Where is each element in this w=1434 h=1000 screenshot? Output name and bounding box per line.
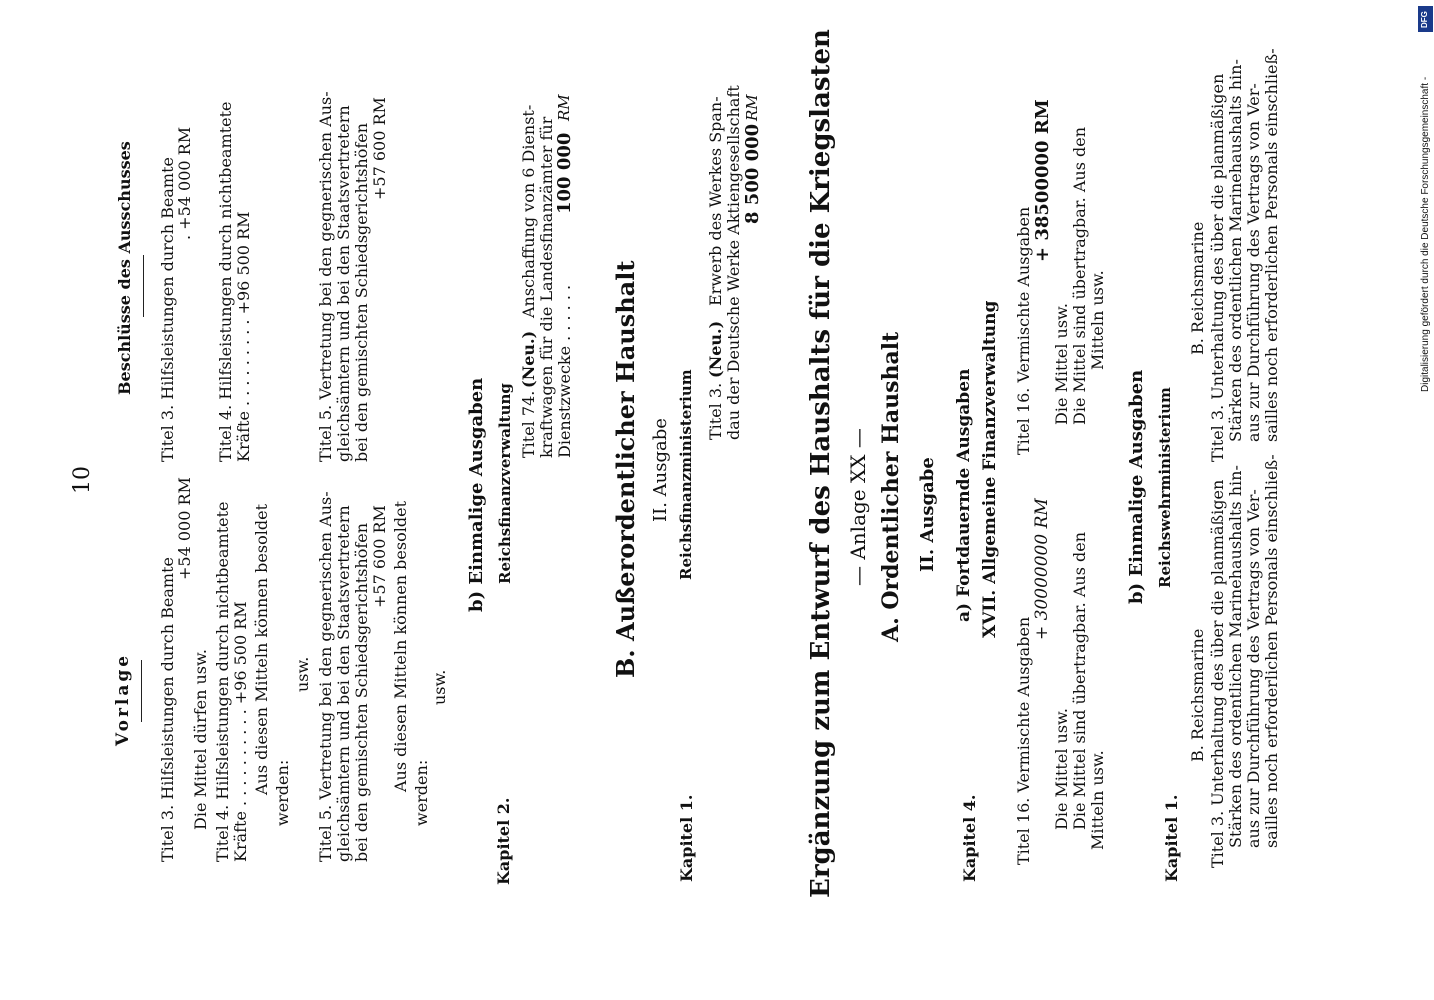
ministry-label: Reichsfinanzministerium	[677, 369, 695, 580]
left-line: Titel 5. Vertretung bei den gegnerischen Aus-	[316, 491, 335, 862]
amount: 8 500 000	[742, 123, 763, 224]
unit: RM	[743, 94, 761, 121]
left-line: Aus diesen Mitteln können besoldet	[391, 501, 410, 792]
left-line: usw.	[430, 669, 449, 705]
right-line: Kräfte . . . . . . . . . +96 500 RM	[234, 211, 253, 462]
dfg-logo	[1418, 6, 1433, 32]
amount: 100 000	[554, 132, 575, 214]
right-amount: . +54 000 RM	[175, 126, 194, 240]
right-line: gleichsämtern und bei den Staatsvertretern	[334, 105, 353, 462]
dfg-credit: Digitalisierung gefördert durch die Deutsche Forschungsgemeinschaft -	[1420, 76, 1431, 392]
ordentlicher-heading: A. Ordentlicher Haushalt	[878, 331, 904, 642]
ausgabe-sub: II. Ausgabe	[917, 457, 938, 572]
left-line: werden:	[273, 759, 292, 826]
left-line: werden:	[412, 759, 431, 826]
body-line: Titel 3. Unterhaltung des über die planmäßigen	[1208, 73, 1227, 462]
left-line: Titel 4. Hilfsleistungen durch nichtbeamtete	[213, 501, 232, 862]
marine-label: B. Reichsmarine	[1188, 221, 1207, 355]
left-amount: +57 600 RM	[370, 505, 389, 608]
body-line: Erwerb des Werkes Span-	[706, 96, 725, 306]
right-line: Titel 5. Vertretung bei den gegnerischen Aus-	[316, 91, 335, 462]
titel-3: Titel 3.	[706, 382, 725, 440]
body-line: Stärken des ordentlichen Marinehaushalts hin-	[1226, 465, 1245, 848]
right-amount: +57 600 RM	[370, 97, 389, 200]
vorlage-heading: Vorlage	[113, 652, 133, 746]
kapitel-4: Kapitel 4.	[960, 794, 979, 882]
ausgabe-sub: II. Ausgabe	[650, 418, 671, 522]
ausserordentlicher-heading: B. Außerordentlicher Haushalt	[611, 260, 640, 678]
einmalige-heading: b) Einmalige Ausgaben	[1126, 369, 1147, 604]
right-line: Die Mittel sind übertragbar. Aus den	[1070, 126, 1089, 425]
left-line: usw.	[293, 656, 312, 692]
xvii-heading: XVII. Allgemeine Finanzverwaltung	[980, 300, 1000, 638]
marine-label: B. Reichsmarine	[1188, 628, 1207, 762]
right-line: Titel 4. Hilfsleistungen durch nichtbeamtete	[216, 101, 235, 462]
vorlage-rule	[141, 660, 142, 722]
beschluesse-rule	[143, 255, 144, 317]
titel-74: Titel 74.	[519, 390, 538, 458]
right-line: Mitteln usw.	[1088, 270, 1107, 370]
left-line: bei den gemischten Schiedsgerichtshöfen	[352, 522, 371, 862]
left-line: Mitteln usw.	[1088, 750, 1107, 850]
anlage-label: — Anlage XX —	[846, 428, 870, 586]
body-line: Dienstzwecke . . . . . .	[555, 284, 574, 458]
left-line: Die Mittel sind übertragbar. Aus den	[1070, 531, 1089, 830]
left-line: Titel 3. Hilfsleistungen durch Beamte	[158, 557, 177, 862]
right-line: Titel 16. Vermischte Ausgaben	[1014, 206, 1033, 455]
right-line: Titel 3. Hilfsleistungen durch Beamte	[158, 157, 177, 462]
right-line: bei den gemischten Schiedsgerichtshöfen	[352, 122, 371, 462]
kapitel-1: Kapitel 1.	[1162, 794, 1181, 882]
left-line: Titel 16. Vermischte Ausgaben	[1014, 616, 1033, 865]
ministry-label: Reichswehrministerium	[1156, 387, 1174, 588]
left-line: Die Mittel dürfen usw.	[191, 649, 210, 830]
ministry-label: Reichsfinanzverwaltung	[496, 383, 514, 584]
body-line: sailles noch erforderlichen Personals einschließ-	[1262, 454, 1281, 848]
body-line: kraftwagen für die Landesfinanzämter für	[537, 116, 556, 458]
body-line: Stärken des ordentlichen Marinehaushalts hin-	[1226, 59, 1245, 442]
beschluesse-heading: Beschlüsse des Ausschusses	[115, 141, 134, 395]
body-line: aus zur Durchführung des Vertrags von Ver-	[1244, 489, 1263, 848]
body-line: Titel 3. Unterhaltung des über die planmäßigen	[1208, 479, 1227, 868]
left-line: Kräfte . . . . . . . . . . +96 500 RM	[231, 601, 250, 862]
dfg-logo-text: DFG	[1420, 11, 1429, 28]
page-number: 10	[70, 466, 95, 494]
left-line: gleichsämtern und bei den Staatsvertretern	[334, 505, 353, 862]
kapitel-2: Kapitel 2.	[494, 797, 513, 885]
neu-label: (Neu.)	[519, 330, 538, 388]
fortdauernde-heading: a) Fortdauernde Ausgaben	[954, 368, 974, 622]
right-line: Die Mittel usw.	[1052, 303, 1071, 425]
body-line: sailles noch erforderlichen Personals einschließ-	[1262, 48, 1281, 442]
left-amount: +54 000 RM	[175, 477, 194, 580]
body-line: Anschaffung von 6 Dienst-	[519, 104, 538, 318]
erganzung-title: Ergänzung zum Entwurf des Haushalts für die Kriegslasten	[806, 29, 836, 898]
body-line: aus zur Durchführung des Vertrags von Ver-	[1244, 83, 1263, 442]
einmalige-heading: b) Einmalige Ausgaben	[466, 377, 487, 612]
neu-label: (Neu.)	[706, 320, 725, 378]
kapitel-1: Kapitel 1.	[677, 794, 696, 882]
left-amount: + 30000000 RM	[1032, 498, 1052, 640]
left-line: Aus diesen Mitteln können besoldet	[252, 504, 271, 795]
unit: RM	[555, 94, 573, 121]
body-line: dau der Deutsche Werke Aktiengesellschaft	[724, 85, 743, 440]
right-amount: + 38500000 RM	[1032, 99, 1053, 262]
left-line: Die Mittel usw.	[1052, 708, 1071, 830]
